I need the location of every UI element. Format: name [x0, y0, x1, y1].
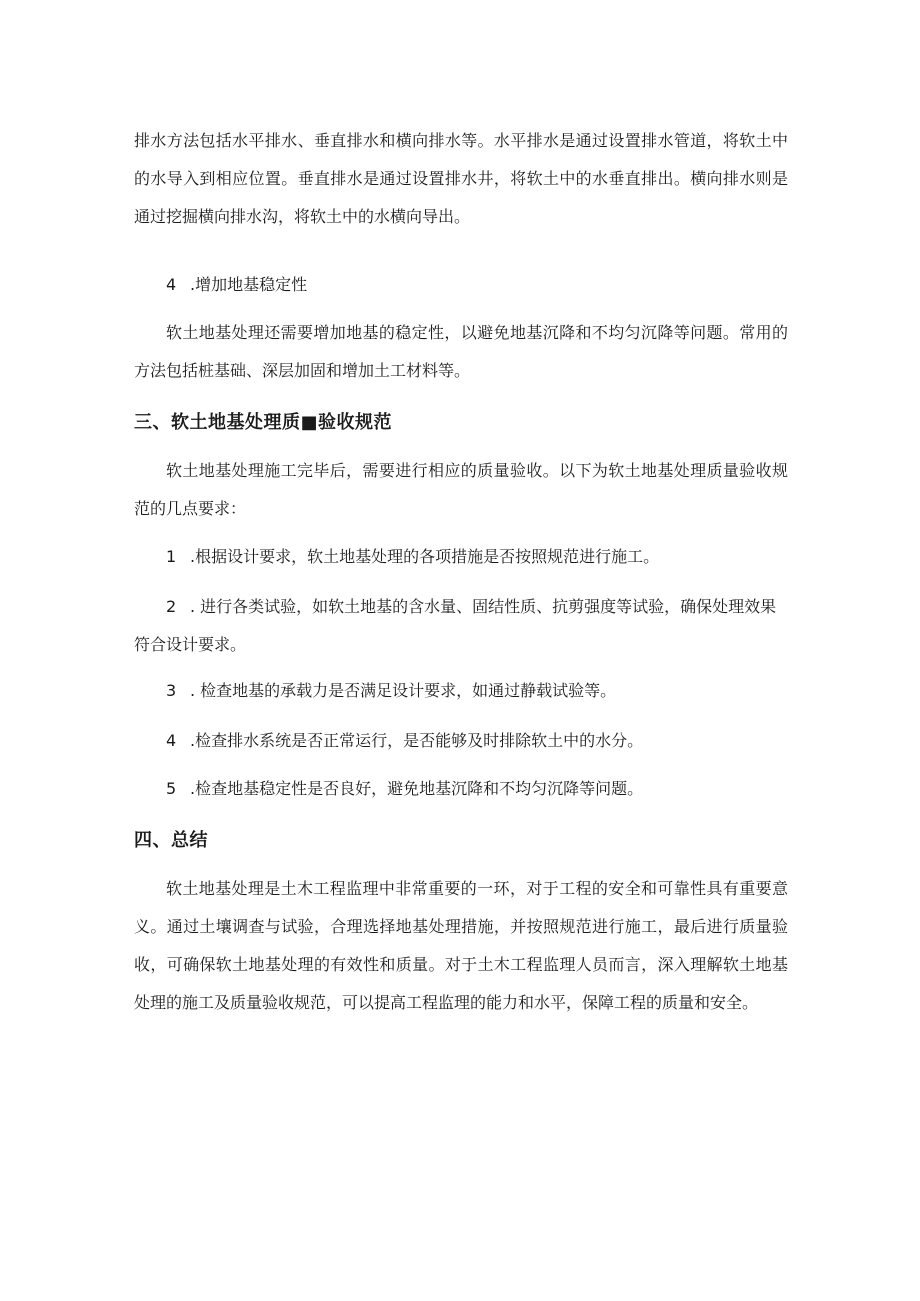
list-item	[134, 770, 820, 808]
list-item-number: 4	[166, 275, 177, 294]
list-item-text: .检查排水系统是否正常运行，是否能够及时排除软土中的水分。	[190, 731, 644, 750]
acceptance-intro-paragraph: 软土地基处理施工完毕后，需要进行相应的质量验收。以下为软土地基处理质量验收规范的几点要求：	[134, 461, 788, 518]
list-item	[134, 672, 820, 710]
drainage-paragraph: 排水方法包括水平排水、垂直排水和横向排水等。水平排水是通过设置排水管道，将软土中的水导入到相应位置。垂直排水是通过设置排水井，将软土中的水垂直排出。横向排水则是通过挖掘横向排水沟，将软土中的水横向导出。	[134, 131, 788, 226]
list-item-text: .检查地基稳定性是否良好，避免地基沉降和不均匀沉降等问题。	[190, 779, 644, 798]
list-item-text: .根据设计要求，软土地基处理的各项措施是否按照规范进行施工。	[190, 547, 660, 566]
list-item-text: . 进行各类试验，如软土地基的含水量、固结性质、抗剪强度等试验，确保处理效果符合设计要求。	[134, 597, 777, 654]
list-item	[134, 588, 788, 664]
summary-paragraph: 软土地基处理是土木工程监理中非常重要的一环，对于工程的安全和可靠性具有重要意义。通过土壤调查与试验，合理选择地基处理措施，并按照规范进行施工，最后进行质量验收，可确保软土地基处理的有效性和质量。对于土木工程监理人员而言，深入理解软土地基处理的施工及质量验收规范，可以提高工程监理的能力和水平，保障工程的质量和安全。	[134, 879, 788, 1012]
list-item-number: 5	[166, 779, 177, 798]
list-item-number: 3	[166, 681, 177, 700]
section-heading-summary: 四、总结	[134, 830, 208, 851]
section-heading-acceptance: 三、软土地基处理质■验收规范	[134, 412, 393, 433]
list-item-number: 4	[166, 731, 177, 750]
list-item-number: 1	[166, 547, 177, 566]
list-item	[134, 538, 820, 576]
stability-paragraph: 软土地基处理还需要增加地基的稳定性，以避免地基沉降和不均匀沉降等问题。常用的方法包括桩基础、深层加固和增加土工材料等。	[134, 323, 788, 380]
list-item-text: .增加地基稳定性	[190, 275, 308, 294]
list-item-text: . 检查地基的承载力是否满足设计要求，如通过静载试验等。	[190, 681, 617, 700]
list-item-stability	[134, 266, 820, 304]
list-item-number: 2	[166, 597, 177, 616]
list-item	[134, 722, 820, 760]
